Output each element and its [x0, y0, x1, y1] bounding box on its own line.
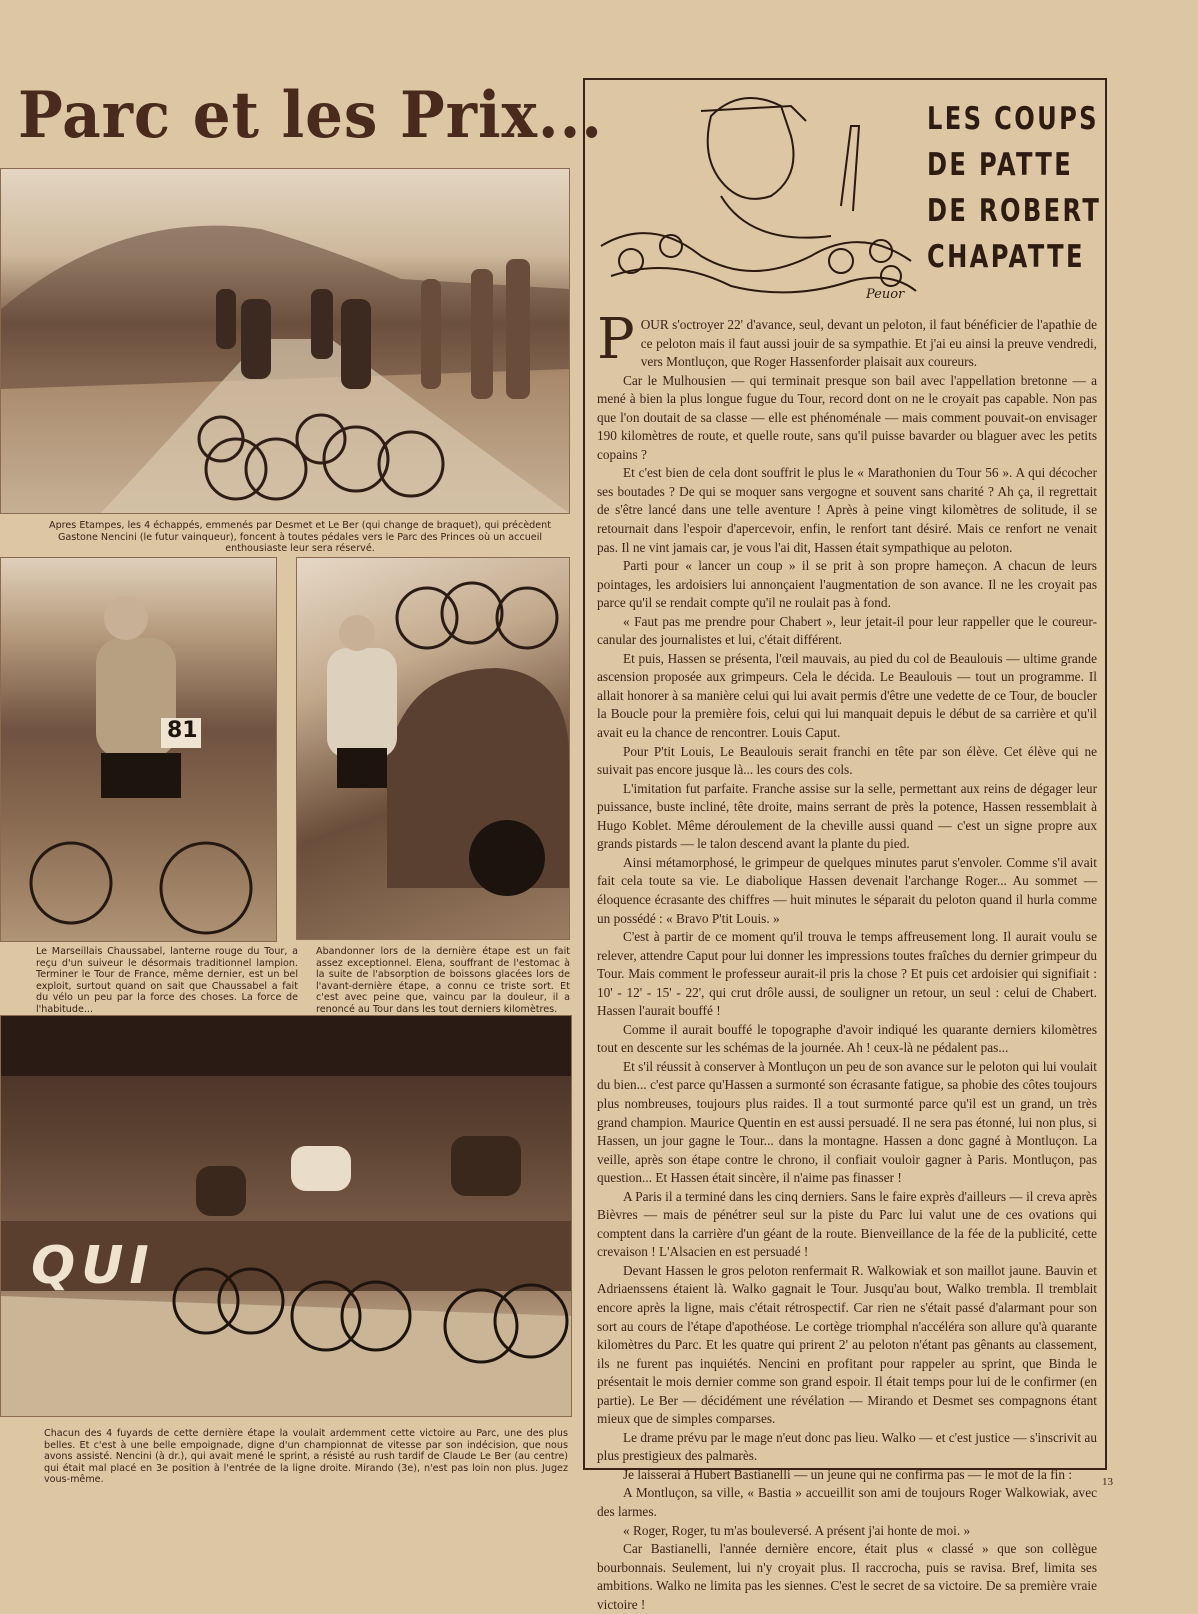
article-paragraph: Pour P'tit Louis, Le Beaulouis serait franchi en tête par son élève. Cet élève qui ne suivait pas encore jusque là... les cours des cols. — [597, 743, 1097, 778]
article-paragraph: Et puis, Hassen se présenta, l'œil mauvais, au pied du col de Beaulouis — ultime grande ascension proposée aux grimpeurs. Cela le décida. Le Beaulouis — tout un programme. Il allait honorer à sa manière celui qui lui avait permis d'être une vedette de ce Tour, de boucler la Boucle pour la première fois, celui qui lui manquait depuis le début de sa carrière et qu'il avait eu la chance de rencontrer. Louis Caput. — [597, 650, 1097, 741]
track-banner-text: QUI — [31, 1236, 155, 1296]
heading-line: DE ROBERT — [927, 193, 1102, 229]
article-paragraph: L'imitation fut parfaite. Franche assise sur la selle, permettant aux reins de dégager leur puissance, buste incliné, tête droite, mains serrant de près la potence, Hassen ressemblait à Hugo Koblet. Même déroulement de la cheville aussi quand — c'est un signe propre aux grands pistards — le talon descend avant la plante du pied. — [597, 780, 1097, 852]
race-bib-number: 81 — [167, 718, 198, 743]
article-paragraph: Car Bastianelli, l'année dernière encore, était plus « classé » que son collègue bourbonnais. Seulement, lui n'y croyait plus. Il raccrocha, puis se ravisa. Bref, limita ses ambitions. Walko ne limita pas les siennes. C'est le secret de sa victoire. De sa première vraie victoire ! — [597, 1541, 1097, 1612]
article-paragraph: Parti pour « lancer un coup » il se prit à son propre hameçon. A chacun de leurs pointages, les ardoisiers lui annonçaient l'augmentation de son avance. Il ne les croyait pas parce qu'il se rendait compte qu'il ne roulait pas à fond. — [597, 558, 1097, 611]
article-paragraph — [597, 307, 1097, 372]
photo-caption: Abandonner lors de la dernière étape est un fait assez exceptionnel. Elena, souffrant de l'estomac à la suite de l'absorption de boissons glacées lors de l'avant-dernière étape, a connu ce triste sort. Et c'est avec peine que, vaincu par la douleur, il a renoncé au Tour dans les tout derniers kilomètres. — [316, 946, 570, 1015]
caricature-illustration — [591, 86, 921, 304]
column-box — [583, 78, 1107, 1612]
column-heading — [927, 96, 1102, 280]
photo-caption: Chacun des 4 fuyards de cette dernière étape la voulait ardemment cette victoire au Parc, une des plus belles. Et c'est à une belle empoignade, digne d'un championnat de vitesse par son indécision, que nous avons assisté. Nencini (à dr.), qui avait mené le sprint, a résisté au rush tardif de Claude Le Ber (au centre) qui était mal placé en 3e position à l'entrée de la ligne droite. Mirando (3e), n'est pas loin non plus. Jugez vous-même. — [44, 1428, 568, 1485]
photo-caption: Apres Etampes, les 4 échappés, emmenés par Desmet et Le Ber (qui change de braquet), qui précèdent Gastone Nencini (le futur vainqueur), foncent à toutes pédales vers le Parc des Princes où un accueil enthousiaste leur sera réservé. — [49, 520, 551, 554]
photo-caption: Le Marseillais Chaussabel, lanterne rouge du Tour, a reçu d'un suiveur le désormais traditionnel lampion. Terminer le Tour de France, même dernier, est un bel exploit, surtout quand on sait que Chaussabel a fait du vélo un peu par la force des choses. La force de l'habitude... — [36, 946, 298, 1015]
page-number: 13 — [1102, 1476, 1113, 1488]
article-paragraph: A Montluçon, sa ville, « Bastia » accueillit son ami de toujours Roger Walkowiak, avec des larmes. — [597, 1485, 1097, 1519]
breakaway-riders-photo — [0, 168, 570, 514]
article-paragraph: Et s'il réussit à conserver à Montluçon un peu de son avance sur le peloton qui lui voulait du bien... c'est parce qu'Hassen a surmonté son écrasante fatigue, sa phobie des côtes toujours plus nombreuses, toujours plus raides. Il a tout surmonté parce qu'il est un grand, un très grand champion. Maurice Quentin en est aussi persuadé. Il ne sera pas étonné, lui non plus, si Hassen, un jour gagne le Tour... dans la montagne. Hassen a donc gagné à Montluçon. La veille, après son étape contre le chrono, il confiait vouloir gagner à Paris. Montluçon, pas question... Et Hassen était sincère, il n'aime pas finasser ! — [597, 1058, 1097, 1186]
article-paragraph: Comme il aurait bouffé le topographe d'avoir indiqué les quarante derniers kilomètres tout en descente sur les schémas de la journée. Ah ! ceux-là ne pédalent pas... — [597, 1021, 1097, 1056]
article-paragraph: C'est à partir de ce moment qu'il trouva le temps affreusement long. Il aurait voulu se relever, attendre Caput pour lui donner les impressions toutes fraîches du dernier grimpeur du Tour. Mais comment le professeur aurait-il pris la chose ? Et puis cet ardoisier qui signifiait : 10' - 12' - 15' - 22', qui crut drôle aussi, de souligner un retour, un seul : celui de Chabert. Hassen l'aurait bouffé ! — [597, 929, 1097, 1019]
article-paragraph: Et c'est bien de cela dont souffrit le plus le « Marathonien du Tour 56 ». A qui décocher ses boutades ? De qui se moquer sans vergogne et souvent sans charité ? Ah ça, il regrettait de s'être lancé dans une telle aventure ! Après à peine vingt kilomètres de solitude, il se retournait dans l'espoir d'apercevoir, enfin, le renfort tant désiré. Mais ce renfort ne venait pas. Il ne vint jamais car, je vous l'ai dit, Hassen était sympathique au peloton. — [597, 465, 1097, 555]
article-paragraph: « Roger, Roger, tu m'as bouleversé. A présent j'ai honte de moi. » — [623, 1522, 971, 1538]
cartoon-signature: Peuor — [866, 287, 905, 302]
elena-abandon-photo — [296, 557, 570, 940]
heading-line: LES COUPS — [927, 101, 1099, 137]
article-paragraph: A Paris il a terminé dans les cinq derniers. Sans le faire exprès d'ailleurs — il creva après Bièvres — mais de pénétrer seul sur la piste du Parc lui valut une de ces ovations qui comptent dans la carrière d'un géant de la route. Bienveillance de la fée de la publicité, cette crevaison ! L'Alsacien en est persuadé ! — [597, 1188, 1097, 1260]
article-paragraph: Devant Hassen le gros peloton renfermait R. Walkowiak et son maillot jaune. Bauvin et Adriaenssens étaient là. Walko gagnait le Tour. Jusqu'au bout, Walko trembla. Il tremblait encore après la ligne, mais c'était rétrospectif. Car rien ne s'était passé d'alarmant pour son sort au cours de l'étape d'apothéose. Le cortège triomphal n'accéléra son allure qu'à quarante kilomètres du Parc. Et les quatre qui prirent 2' au peloton n'étant pas gênants au classement, ils ne furent pas inquiétés. Nencini en profitant pour rappeler au sprint, que Binda le présentait le mois dernier comme son grand espoir. Il était temps pour lui de le confirmer (en partie). Le Ber — décidément une révélation — Mirando et Desmet ses compagnons étant mieux que de simples comparses. — [597, 1262, 1097, 1427]
article-body — [597, 307, 1097, 1614]
page-title: Parc et les Prix... — [18, 78, 603, 153]
article-paragraph: Ainsi métamorphosé, le grimpeur de quelques minutes parut s'envoler. Comme s'il avait fait cela toute sa vie. Le diabolique Hassen devenait l'archange Roger... Au sommet — éloquence écrasante des chiffres — huit minutes le séparait du peloton quand il hurla comme un possédé : « Bravo P'tit Louis. » — [597, 854, 1097, 926]
drop-cap: P — [597, 307, 635, 372]
chaussabel-photo — [0, 557, 277, 942]
paragraph-text: OUR s'octroyer 22' d'avance, seul, devant un peloton, il faut bénéficier de l'apathie de ce peloton mais il faut aussi jouir de sa sympathie. Et j'ai eu ainsi la preuve vendredi, vers Montluçon, que Roger Hassenforder plaisait aux coureurs. — [640, 317, 1097, 370]
article-paragraph: Je laisserai à Hubert Bastianelli — un jeune qui ne confirma pas — le mot de la fin : — [623, 1466, 1073, 1482]
article-paragraph: Le drame prévu par le mage n'eut donc pas lieu. Walko — et c'est justice — s'inscrivit au plus prestigieux des palmarès. — [597, 1429, 1097, 1464]
article-paragraph: « Faut pas me prendre pour Chabert », leur jetait-il pour leur rappeller que le coureur-canular des journalistes et lui, c'était différent. — [597, 613, 1097, 648]
article-paragraph: Car le Mulhousien — qui terminait presque son bail avec l'appellation bretonne — a mené à bien la plus longue fugue du Tour, record dont on ne le croyait pas capable. Non pas que l'on doutait de sa classe — elle est phénoménale — mais comment pouvait-on envisager 190 kilomètres de route, et quelle route, sans qu'il puisse bavarder ou blaguer avec les petits copains ? — [597, 372, 1097, 462]
sprint-finish-photo — [0, 1015, 572, 1417]
heading-line: DE PATTE — [927, 147, 1074, 183]
heading-line: CHAPATTE — [927, 239, 1085, 275]
